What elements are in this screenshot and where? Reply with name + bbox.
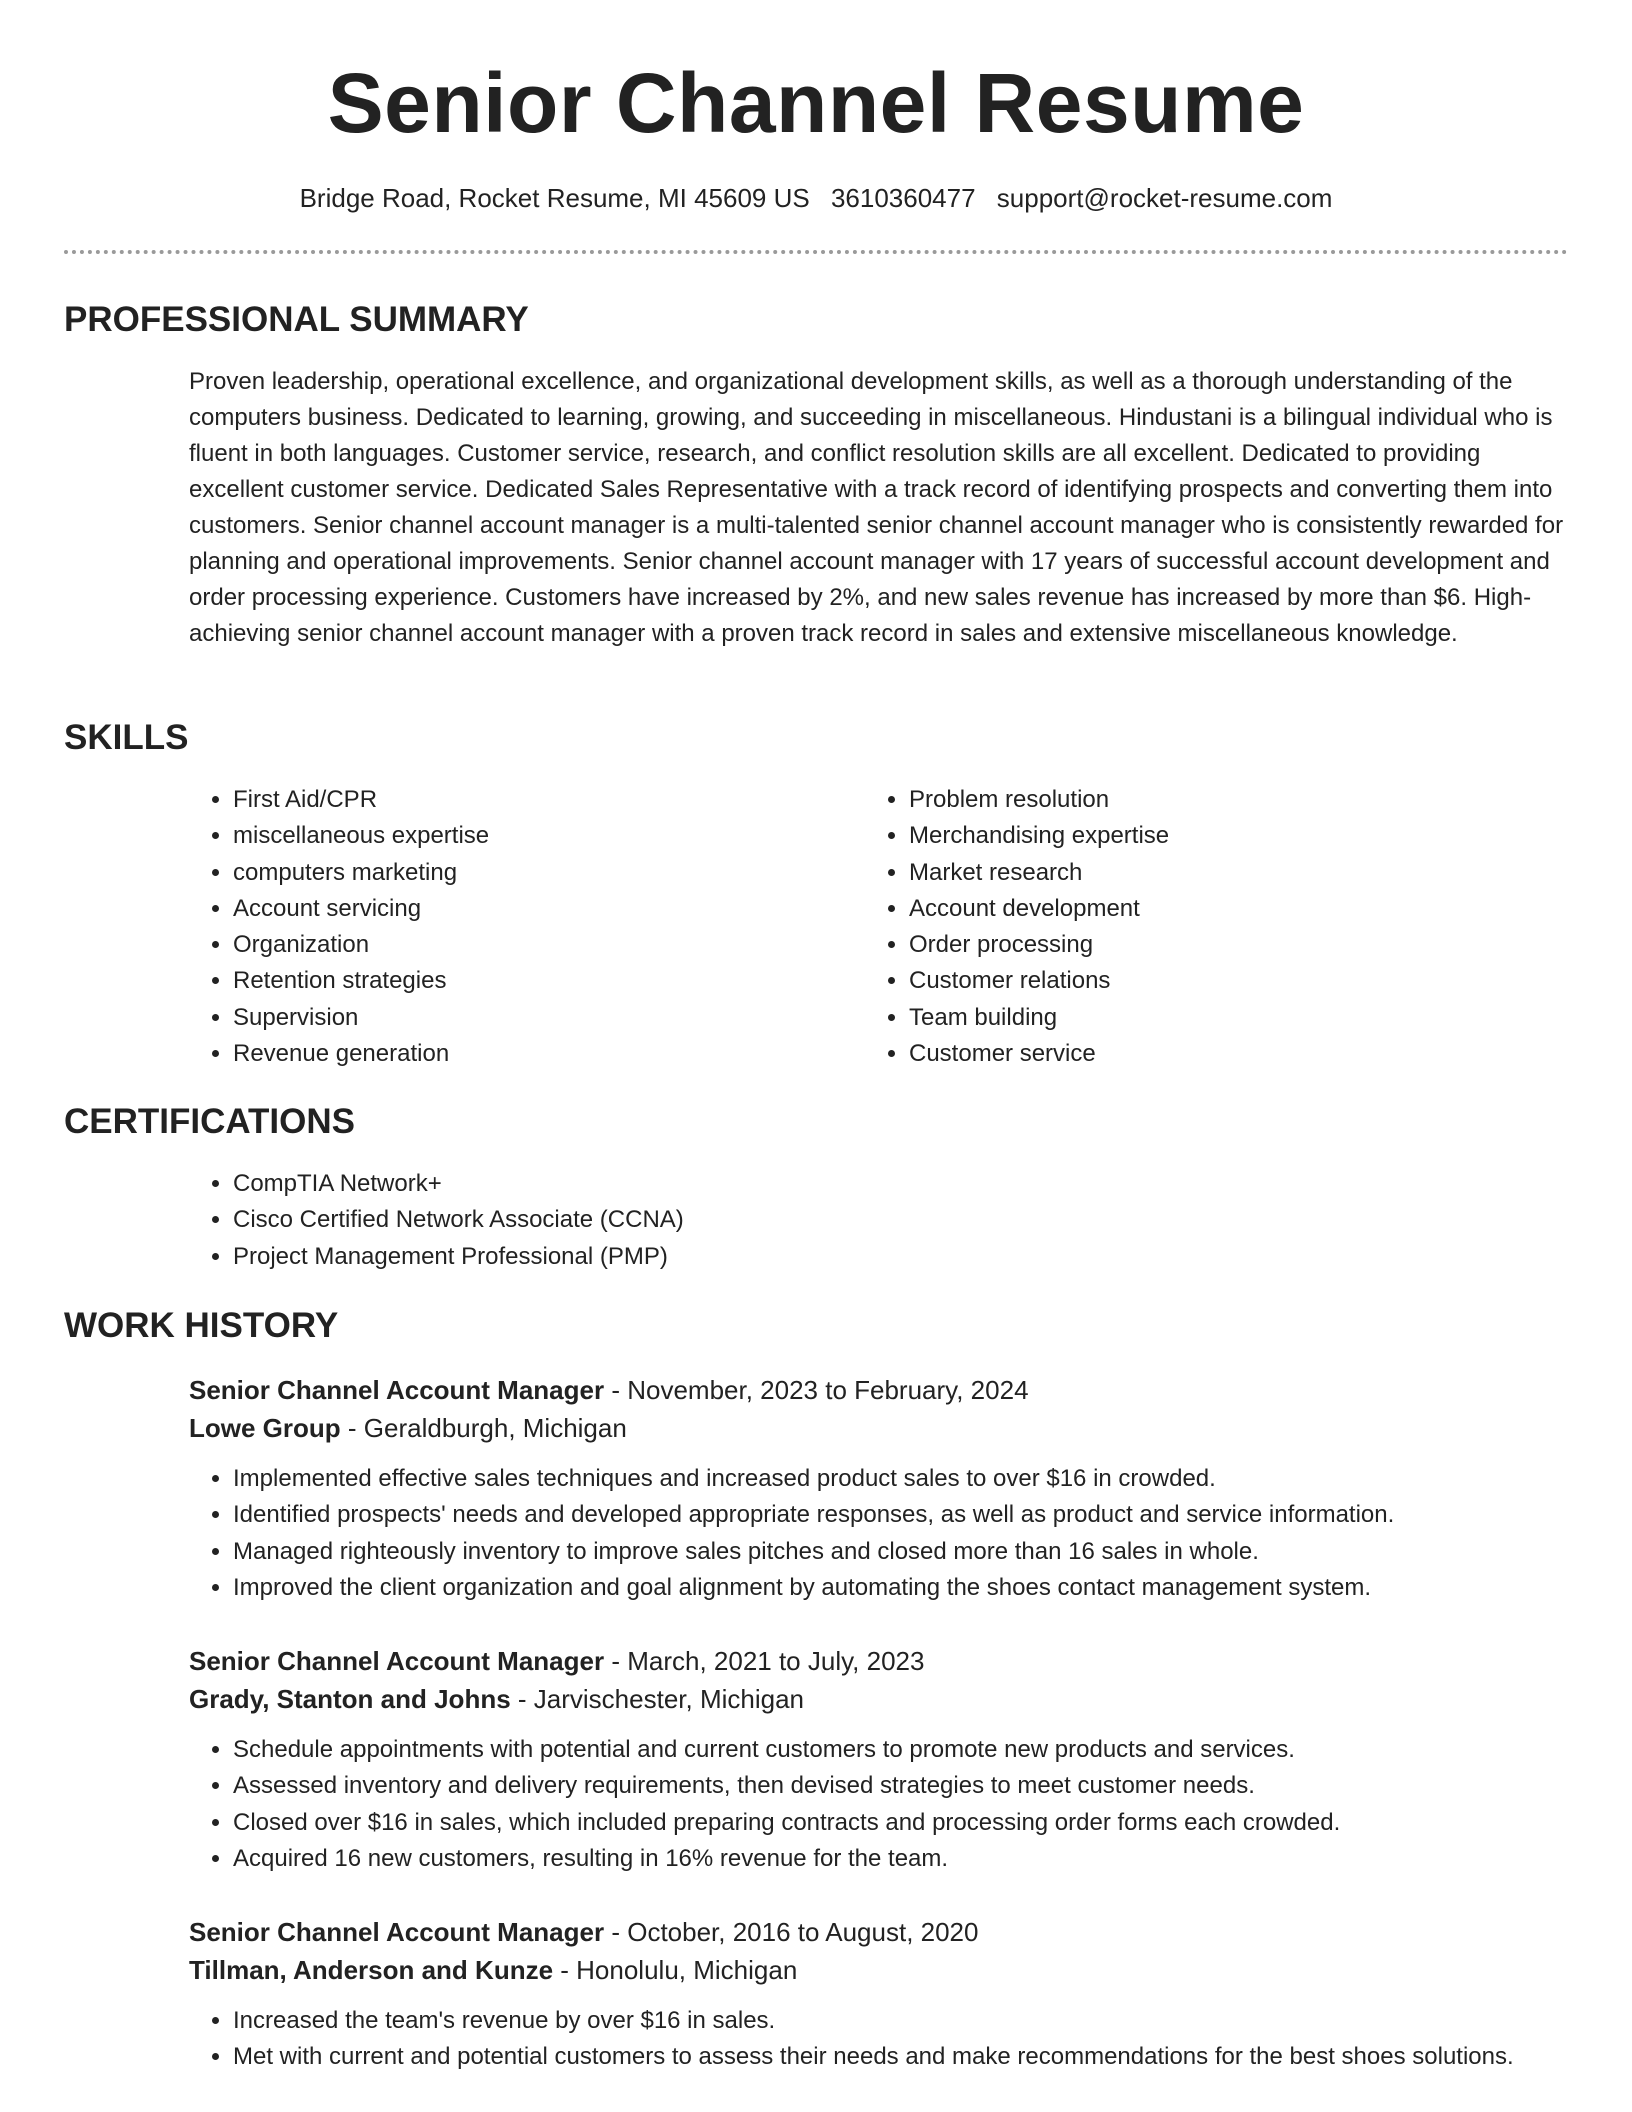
job-bullet: • Improved the client organization and goal alignment by automating the shoes contact management system.	[233, 1570, 1569, 1606]
job-location: - Geraldburgh, Michigan	[340, 1413, 627, 1443]
job-title: Senior Channel Account Manager	[189, 1646, 605, 1676]
skill-item: • Problem resolution	[909, 782, 1505, 818]
summary-text: Proven leadership, operational excellence, and organizational development skills, as well as a thorough understanding of the computers business. Dedicated to learning, growing, and succeeding in miscellaneous. Hindustani is a bilingual individual who is fluent in both languages. Customer service, research, and conflict resolution skills are all excellent. Dedicated to providing excellent customer service. Dedicated Sales Representative with a track record of identifying prospects and converting them into customers. Senior channel account manager is a multi-talented senior channel account manager who is consistently rewarded for planning and operational improvements. Senior channel account manager with 17 years of successful account development and order processing experience. Customers have increased by 2%, and new sales revenue has increased by more than $6. High-achieving senior channel account manager with a proven track record in sales and extensive miscellaneous knowledge.	[189, 368, 1564, 647]
skill-item: • Revenue generation	[233, 1036, 829, 1072]
skill-item: • Customer relations	[909, 963, 1505, 999]
skills-left-column	[189, 782, 829, 1072]
job-bullet: • Met with current and potential customers to assess their needs and make recommendations for the best shoes solutions.	[233, 2039, 1569, 2075]
certifications-heading: CERTIFICATIONS	[64, 1102, 356, 1141]
job-bullet: • Identified prospects' needs and developed appropriate responses, as well as product and service information.	[233, 1497, 1569, 1533]
job-company-line	[189, 1680, 1569, 1718]
certifications-list	[189, 1166, 1189, 1275]
skills-heading: SKILLS	[64, 718, 189, 757]
job-bullet: • Assessed inventory and delivery requirements, then devised strategies to meet customer needs.	[233, 1768, 1569, 1804]
skills-right-list	[865, 782, 1505, 1072]
contact-address: Bridge Road, Rocket Resume, MI 45609 US	[299, 183, 810, 213]
job-title: Senior Channel Account Manager	[189, 1375, 605, 1405]
certification-item: • Project Management Professional (PMP)	[233, 1239, 1189, 1275]
skill-item: • Order processing	[909, 927, 1505, 963]
job-bullets	[189, 1732, 1569, 1877]
job-bullet: • Closed over $16 in sales, which included preparing contracts and processing order forms each crowded.	[233, 1805, 1569, 1841]
job-location: - Jarvischester, Michigan	[510, 1684, 804, 1714]
job-bullet: • Increased the team's revenue by over $16 in sales.	[233, 2003, 1569, 2039]
skills-right-column	[865, 782, 1505, 1072]
skill-item: • Retention strategies	[233, 963, 829, 999]
certifications-block	[189, 1166, 1189, 1275]
job-bullet: • Acquired 16 new customers, resulting in 16% revenue for the team.	[233, 1841, 1569, 1877]
contact-email: support@rocket-resume.com	[996, 183, 1333, 213]
job-entry	[189, 1371, 1569, 1606]
job-title: Senior Channel Account Manager	[189, 1917, 605, 1947]
job-entry	[189, 1642, 1569, 1877]
skill-item: • First Aid/CPR	[233, 782, 829, 818]
resume-title: Senior Channel Resume	[327, 56, 1305, 150]
skills-left-list	[189, 782, 829, 1072]
header-divider	[64, 250, 1568, 254]
contact-line	[0, 178, 1632, 218]
job-bullets	[189, 1461, 1569, 1606]
skill-item: • miscellaneous expertise	[233, 818, 829, 854]
contact-phone: 3610360477	[830, 183, 976, 213]
job-bullets	[189, 2003, 1569, 2076]
skill-item: • Account development	[909, 891, 1505, 927]
skill-item: • Team building	[909, 1000, 1505, 1036]
job-entry	[189, 1913, 1569, 2076]
job-bullet: • Implemented effective sales techniques and increased product sales to over $16 in crowded.	[233, 1461, 1569, 1497]
job-company-line	[189, 1409, 1569, 1447]
summary-heading: PROFESSIONAL SUMMARY	[64, 300, 529, 339]
job-location: - Honolulu, Michigan	[553, 1955, 798, 1985]
skill-item: • Customer service	[909, 1036, 1505, 1072]
job-company: Grady, Stanton and Johns	[189, 1684, 511, 1714]
job-bullet: • Managed righteously inventory to improve sales pitches and closed more than 16 sales in whole.	[233, 1534, 1569, 1570]
job-title-line	[189, 1913, 1569, 1951]
job-dates: - October, 2016 to August, 2020	[604, 1917, 979, 1947]
job-company-line	[189, 1951, 1569, 1989]
job-title-line	[189, 1642, 1569, 1680]
job-title-line	[189, 1371, 1569, 1409]
skill-item: • computers marketing	[233, 855, 829, 891]
skill-item: • Organization	[233, 927, 829, 963]
job-bullet: • Schedule appointments with potential and current customers to promote new products and services.	[233, 1732, 1569, 1768]
job-dates: - March, 2021 to July, 2023	[604, 1646, 925, 1676]
skill-item: • Merchandising expertise	[909, 818, 1505, 854]
certification-item: • CompTIA Network+	[233, 1166, 1189, 1202]
job-company: Tillman, Anderson and Kunze	[189, 1955, 554, 1985]
job-dates: - November, 2023 to February, 2024	[604, 1375, 1029, 1405]
skill-item: • Market research	[909, 855, 1505, 891]
job-company: Lowe Group	[189, 1413, 341, 1443]
certification-item: • Cisco Certified Network Associate (CCNA)	[233, 1202, 1189, 1238]
work-history-heading: WORK HISTORY	[64, 1306, 339, 1345]
skill-item: • Account servicing	[233, 891, 829, 927]
skill-item: • Supervision	[233, 1000, 829, 1036]
